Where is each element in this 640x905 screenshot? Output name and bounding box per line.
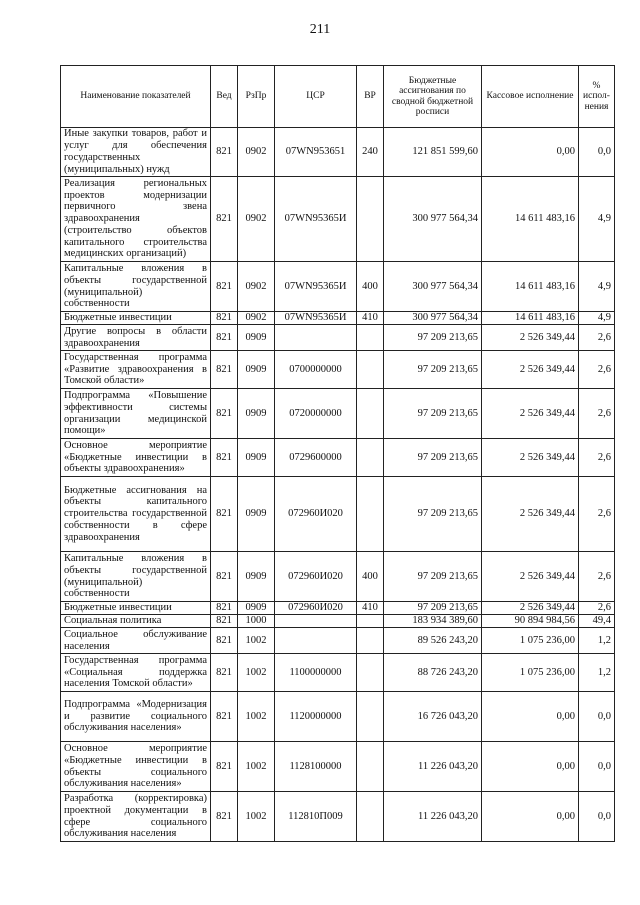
cell-ved: 821 (211, 628, 238, 654)
table-row (61, 351, 615, 389)
cell-name: Другие вопросы в области здравоохранения (61, 325, 211, 351)
cell-name: Реализация региональных проектов модернизации первичного звена здравоохранения (строительство объектов капитального строительства медицинских организаций) (61, 177, 211, 262)
cell-rzpr: 1002 (238, 742, 275, 792)
cell-name: Социальное обслуживание населения (61, 628, 211, 654)
cell-ved: 821 (211, 389, 238, 439)
cell-vr (357, 477, 384, 552)
cell-csr: 0729600000 (275, 439, 357, 477)
cell-csr: 0700000000 (275, 351, 357, 389)
cell-vr (357, 628, 384, 654)
cell-csr: 07WN953651 (275, 128, 357, 177)
cell-budget: 97 209 213,65 (384, 439, 482, 477)
cell-cash: 2 526 349,44 (482, 477, 579, 552)
cell-rzpr: 1002 (238, 692, 275, 742)
cell-pct: 4,9 (579, 312, 615, 325)
cell-pct: 49,4 (579, 615, 615, 628)
cell-csr: 1120000000 (275, 692, 357, 742)
cell-rzpr: 0902 (238, 312, 275, 325)
cell-vr (357, 692, 384, 742)
cell-rzpr: 1002 (238, 628, 275, 654)
cell-name: Разработка (корректировка) проектной документации в сфере социального обслуживания населения (61, 792, 211, 842)
cell-budget: 97 209 213,65 (384, 351, 482, 389)
cell-ved: 821 (211, 312, 238, 325)
cell-ved: 821 (211, 654, 238, 692)
cell-cash: 0,00 (482, 692, 579, 742)
cell-vr (357, 389, 384, 439)
header-ved: Вед (211, 66, 238, 128)
cell-vr (357, 351, 384, 389)
cell-rzpr: 1002 (238, 792, 275, 842)
cell-ved: 821 (211, 128, 238, 177)
cell-pct: 1,2 (579, 654, 615, 692)
cell-name: Капитальные вложения в объекты государственной (муниципальной) собственности (61, 552, 211, 602)
cell-rzpr: 0902 (238, 128, 275, 177)
cell-csr: 072960И020 (275, 477, 357, 552)
cell-vr (357, 615, 384, 628)
cell-vr (357, 177, 384, 262)
cell-name: Иные закупки товаров, работ и услуг для обеспечения государственных (муниципальных) нужд (61, 128, 211, 177)
cell-csr: 1100000000 (275, 654, 357, 692)
cell-cash: 0,00 (482, 128, 579, 177)
cell-ved: 821 (211, 439, 238, 477)
cell-rzpr: 0909 (238, 602, 275, 615)
cell-cash: 14 611 483,16 (482, 262, 579, 312)
cell-cash: 0,00 (482, 742, 579, 792)
cell-rzpr: 0909 (238, 552, 275, 602)
cell-name: Государственная программа «Социальная поддержка населения Томской области» (61, 654, 211, 692)
header-vr: ВР (357, 66, 384, 128)
table-row (61, 262, 615, 312)
cell-pct: 4,9 (579, 262, 615, 312)
cell-name: Подпрограмма «Модернизация и развитие социального обслуживания населения» (61, 692, 211, 742)
cell-pct: 2,6 (579, 439, 615, 477)
cell-ved: 821 (211, 692, 238, 742)
cell-csr: 072960И020 (275, 602, 357, 615)
cell-vr (357, 325, 384, 351)
cell-budget: 11 226 043,20 (384, 742, 482, 792)
cell-budget: 97 209 213,65 (384, 325, 482, 351)
cell-rzpr: 0909 (238, 351, 275, 389)
table-row (61, 177, 615, 262)
cell-cash: 2 526 349,44 (482, 389, 579, 439)
cell-ved: 821 (211, 351, 238, 389)
cell-cash: 1 075 236,00 (482, 628, 579, 654)
cell-cash: 2 526 349,44 (482, 351, 579, 389)
cell-csr: 0720000000 (275, 389, 357, 439)
cell-ved: 821 (211, 742, 238, 792)
cell-rzpr: 1002 (238, 654, 275, 692)
table-row (61, 792, 615, 842)
cell-name: Основное мероприятие «Бюджетные инвестиции в объекты здравоохранения» (61, 439, 211, 477)
cell-csr: 07WN95365И (275, 312, 357, 325)
cell-pct: 2,6 (579, 351, 615, 389)
cell-cash: 2 526 349,44 (482, 325, 579, 351)
table-row (61, 128, 615, 177)
cell-budget: 16 726 043,20 (384, 692, 482, 742)
cell-cash: 0,00 (482, 792, 579, 842)
table-row (61, 312, 615, 325)
cell-rzpr: 0902 (238, 262, 275, 312)
cell-ved: 821 (211, 602, 238, 615)
cell-name: Государственная программа «Развитие здравоохранения в Томской области» (61, 351, 211, 389)
header-cash: Кассовое исполнение (482, 66, 579, 128)
cell-pct: 0,0 (579, 128, 615, 177)
cell-budget: 300 977 564,34 (384, 312, 482, 325)
cell-cash: 2 526 349,44 (482, 552, 579, 602)
cell-vr: 410 (357, 312, 384, 325)
cell-name: Бюджетные ассигнования на объекты капитального строительства государственной собственности в сфере здравоохранения (61, 477, 211, 552)
cell-csr: 112810П009 (275, 792, 357, 842)
cell-csr: 072960И020 (275, 552, 357, 602)
cell-vr (357, 439, 384, 477)
cell-vr: 400 (357, 262, 384, 312)
cell-ved: 821 (211, 552, 238, 602)
table-row (61, 742, 615, 792)
cell-csr: 07WN95365И (275, 177, 357, 262)
table-row (61, 654, 615, 692)
cell-cash: 90 894 984,56 (482, 615, 579, 628)
table-row (61, 477, 615, 552)
cell-rzpr: 1000 (238, 615, 275, 628)
cell-budget: 11 226 043,20 (384, 792, 482, 842)
cell-budget: 97 209 213,65 (384, 389, 482, 439)
cell-cash: 1 075 236,00 (482, 654, 579, 692)
cell-budget: 97 209 213,65 (384, 552, 482, 602)
cell-vr: 240 (357, 128, 384, 177)
cell-name: Капитальные вложения в объекты государственной (муниципальной) собственности (61, 262, 211, 312)
page-number: 211 (309, 22, 331, 37)
table-row (61, 628, 615, 654)
cell-pct: 1,2 (579, 628, 615, 654)
cell-pct: 4,9 (579, 177, 615, 262)
cell-pct: 2,6 (579, 389, 615, 439)
cell-budget: 97 209 213,65 (384, 602, 482, 615)
table-row (61, 389, 615, 439)
cell-ved: 821 (211, 177, 238, 262)
budget-table (60, 65, 615, 842)
cell-budget: 89 526 243,20 (384, 628, 482, 654)
cell-pct: 2,6 (579, 325, 615, 351)
cell-name: Социальная политика (61, 615, 211, 628)
cell-pct: 2,6 (579, 477, 615, 552)
table-row (61, 325, 615, 351)
cell-ved: 821 (211, 477, 238, 552)
cell-ved: 821 (211, 325, 238, 351)
cell-pct: 0,0 (579, 792, 615, 842)
table-row (61, 602, 615, 615)
cell-budget: 183 934 389,60 (384, 615, 482, 628)
cell-name: Основное мероприятие «Бюджетные инвестиции в объекты социального обслуживания населения» (61, 742, 211, 792)
header-pct: % испол-нения (579, 66, 615, 128)
table-row (61, 439, 615, 477)
header-budget: Бюджетные ассигнования по сводной бюджетной росписи (384, 66, 482, 128)
cell-cash: 2 526 349,44 (482, 602, 579, 615)
cell-csr (275, 628, 357, 654)
cell-rzpr: 0909 (238, 439, 275, 477)
cell-cash: 14 611 483,16 (482, 312, 579, 325)
cell-budget: 121 851 599,60 (384, 128, 482, 177)
cell-ved: 821 (211, 792, 238, 842)
cell-csr (275, 615, 357, 628)
cell-csr: 1128100000 (275, 742, 357, 792)
cell-rzpr: 0909 (238, 389, 275, 439)
cell-vr: 400 (357, 552, 384, 602)
cell-pct: 2,6 (579, 552, 615, 602)
cell-rzpr: 0909 (238, 325, 275, 351)
header-rzpr: РзПр (238, 66, 275, 128)
cell-cash: 14 611 483,16 (482, 177, 579, 262)
cell-vr (357, 792, 384, 842)
cell-vr: 410 (357, 602, 384, 615)
cell-ved: 821 (211, 262, 238, 312)
cell-budget: 300 977 564,34 (384, 177, 482, 262)
header-name: Наименование показателей (61, 66, 211, 128)
cell-vr (357, 742, 384, 792)
cell-csr (275, 325, 357, 351)
cell-rzpr: 0902 (238, 177, 275, 262)
table-row (61, 552, 615, 602)
cell-csr: 07WN95365И (275, 262, 357, 312)
cell-name: Бюджетные инвестиции (61, 312, 211, 325)
cell-cash: 2 526 349,44 (482, 439, 579, 477)
cell-pct: 0,0 (579, 692, 615, 742)
cell-pct: 0,0 (579, 742, 615, 792)
header-csr: ЦСР (275, 66, 357, 128)
cell-budget: 300 977 564,34 (384, 262, 482, 312)
cell-rzpr: 0909 (238, 477, 275, 552)
cell-pct: 2,6 (579, 602, 615, 615)
table-row (61, 692, 615, 742)
cell-budget: 97 209 213,65 (384, 477, 482, 552)
cell-budget: 88 726 243,20 (384, 654, 482, 692)
table-header-row (61, 66, 615, 128)
cell-ved: 821 (211, 615, 238, 628)
cell-vr (357, 654, 384, 692)
table-row (61, 615, 615, 628)
cell-name: Подпрограмма «Повышение эффективности системы организации медицинской помощи» (61, 389, 211, 439)
cell-name: Бюджетные инвестиции (61, 602, 211, 615)
